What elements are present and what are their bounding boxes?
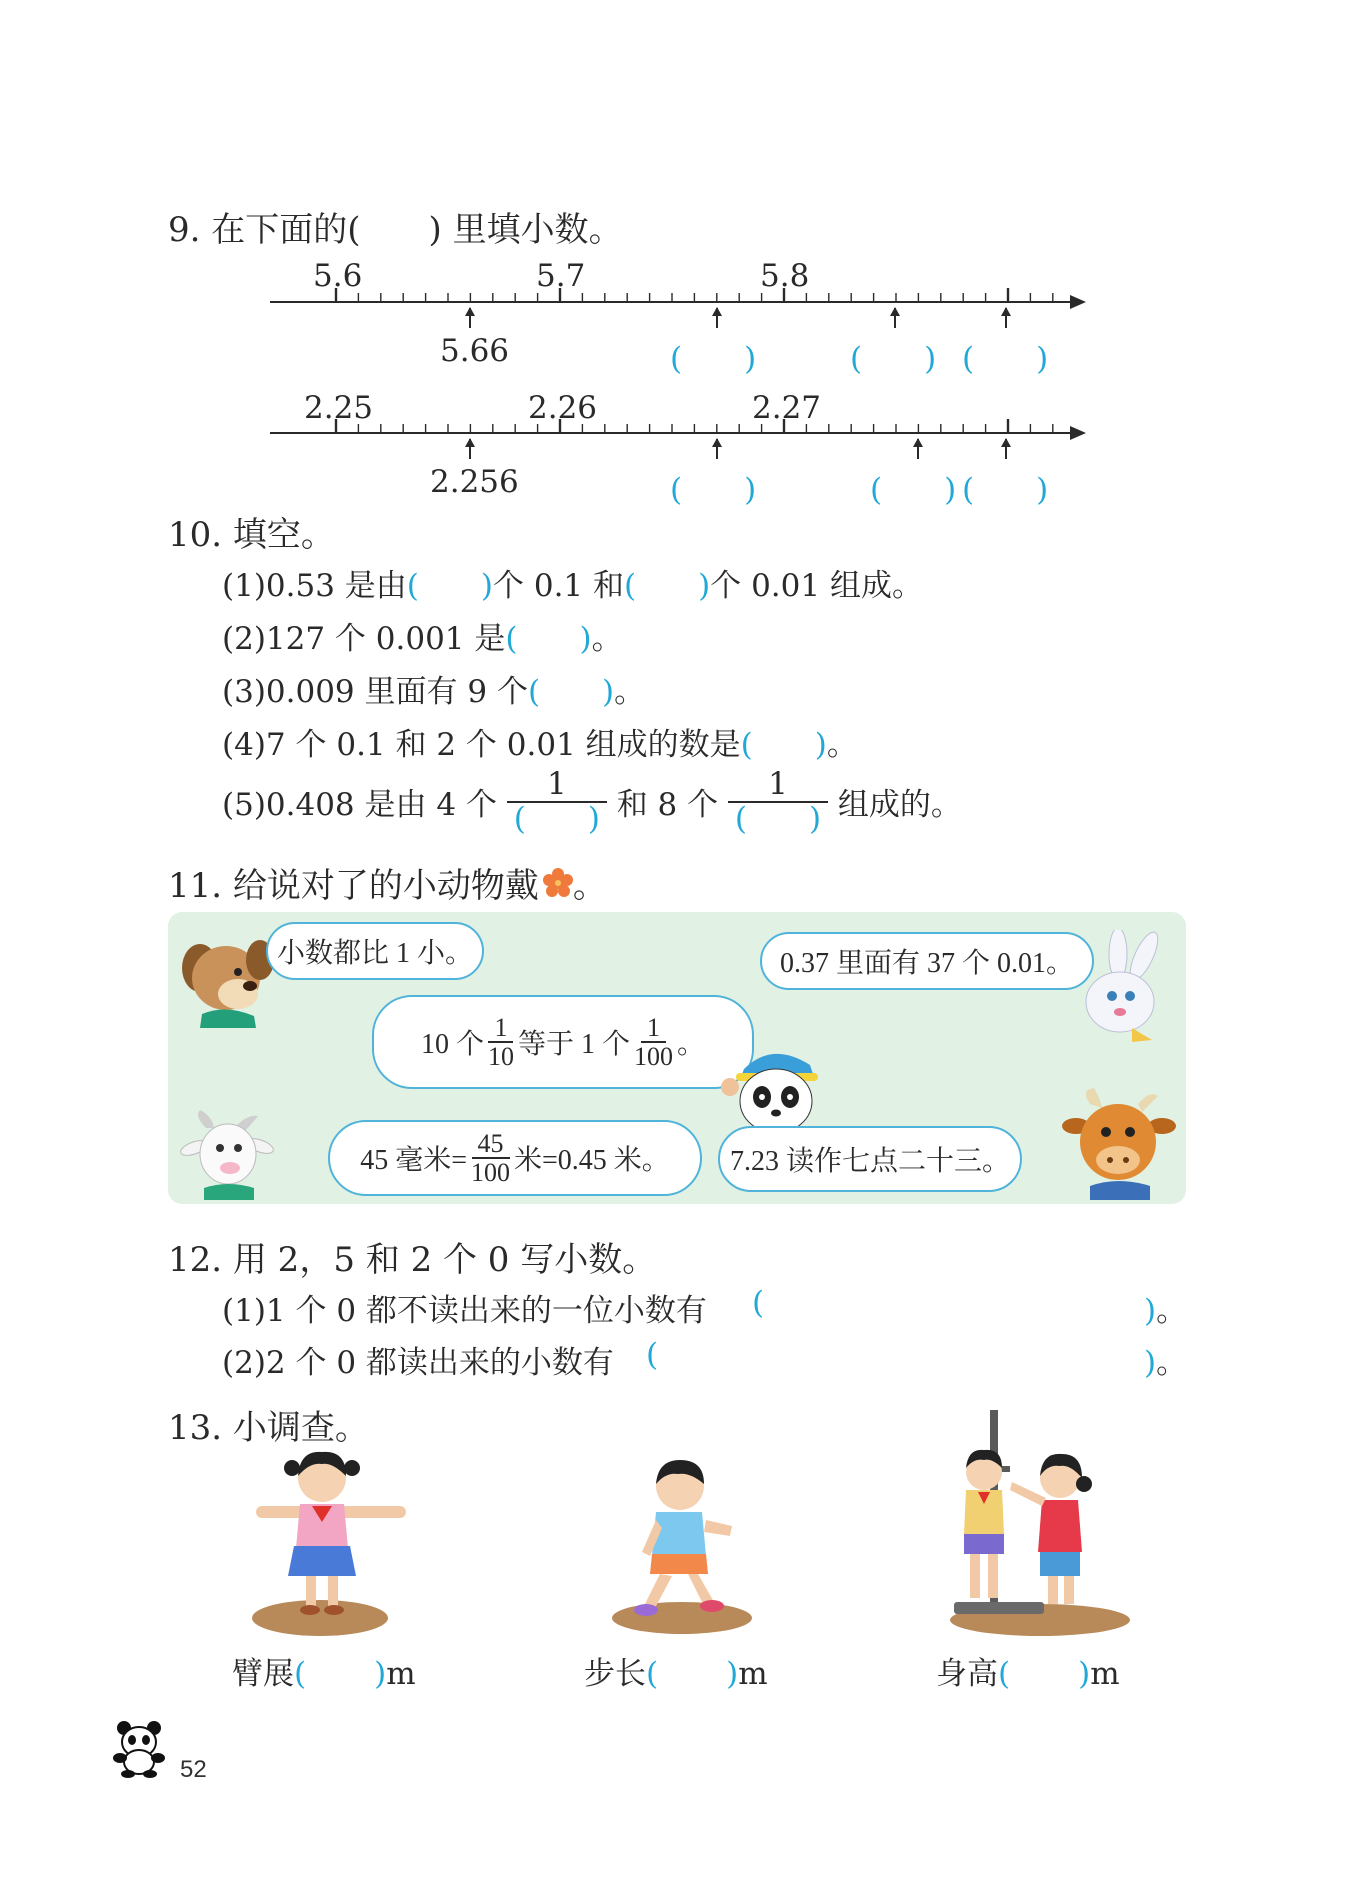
number-line-1 bbox=[270, 288, 1086, 328]
arm-span-label: 臂展 bbox=[232, 1656, 294, 1692]
q10-item-1-b: 个 0.1 和 bbox=[493, 568, 625, 604]
nl2-tick-label-1: 2.25 bbox=[304, 390, 374, 426]
boy-walking-illustration bbox=[608, 1456, 756, 1636]
nl1-given-value: 5.66 bbox=[440, 333, 510, 369]
fraction-one-hundredth-num: 1 bbox=[641, 1014, 666, 1043]
goat-illustration bbox=[180, 1108, 276, 1200]
q12-item-1-close-paren: ) bbox=[1144, 1293, 1157, 1329]
bubble-dog bbox=[266, 922, 484, 980]
nl2-tick-label-2: 2.26 bbox=[528, 390, 598, 426]
bubble-panda bbox=[372, 995, 754, 1089]
q10-item-1-a: (1)0.53 是由 bbox=[222, 568, 407, 604]
q10-item-3-c: 。 bbox=[614, 674, 646, 710]
q12-item-1-text: (1)1 个 0 都不读出来的一位小数有 bbox=[222, 1293, 707, 1329]
q10-item-4 bbox=[222, 719, 858, 764]
bubble-goat bbox=[328, 1120, 702, 1196]
q12-item-1-open-paren: ( bbox=[752, 1285, 765, 1321]
fraction-2-numerator: 1 bbox=[728, 768, 828, 803]
dog-illustration bbox=[176, 936, 280, 1028]
q11-title-end: 。 bbox=[572, 866, 607, 906]
arm-span-open-paren: ( bbox=[294, 1656, 307, 1692]
fraction-one-hundredth-den: 100 bbox=[634, 1042, 673, 1071]
bubble-goat-a: 45 毫米= bbox=[360, 1145, 467, 1176]
flower-icon bbox=[543, 868, 573, 898]
q12-item-2 bbox=[222, 1337, 614, 1382]
q10-item-5-b: 和 8 个 bbox=[616, 787, 719, 824]
bubble-ox-text: 7.23 读作七点二十三。 bbox=[729, 1146, 1010, 1177]
q10-item-2-c: 。 bbox=[591, 621, 623, 657]
nl1-blank-1[interactable]: ( ) bbox=[670, 341, 757, 377]
q12-item-2-text: (2)2 个 0 都读出来的小数有 bbox=[222, 1345, 614, 1381]
bubble-rabbit-text: 0.37 里面有 37 个 0.01。 bbox=[779, 948, 1074, 979]
fraction-one-tenth-num: 1 bbox=[488, 1014, 513, 1043]
nl1-tick-label-1: 5.6 bbox=[313, 258, 363, 294]
height-item bbox=[936, 1648, 1120, 1693]
q10-item-3-blank[interactable]: ( ) bbox=[527, 674, 615, 710]
q10-item-1 bbox=[222, 560, 923, 605]
arm-span-close-paren: ) bbox=[374, 1656, 387, 1692]
page-number: 52 bbox=[180, 1756, 207, 1783]
q13-title: 13. 小调查。 bbox=[168, 1408, 369, 1448]
nl2-blank-3[interactable]: ( ) bbox=[962, 472, 1049, 508]
panda-logo-icon bbox=[110, 1718, 170, 1778]
q10-item-2-blank[interactable]: ( ) bbox=[505, 621, 592, 657]
step-length-close-paren: ) bbox=[726, 1656, 739, 1692]
q11-title-text: 11. 给说对了的小动物戴 bbox=[168, 866, 539, 906]
ox-illustration bbox=[1060, 1086, 1176, 1200]
q9-title-text: 9. 在下面的( ) 里填小数。 bbox=[168, 210, 623, 250]
fraction-45-100 bbox=[471, 1130, 510, 1187]
q10-item-1-blank-1[interactable]: ( ) bbox=[406, 568, 493, 604]
q10-item-5 bbox=[222, 768, 962, 835]
bubble-panda-c: 。 bbox=[677, 1029, 706, 1060]
q10-item-1-c: 个 0.01 组成。 bbox=[710, 568, 923, 604]
nl2-blank-1[interactable]: ( ) bbox=[670, 472, 757, 508]
arm-span-unit: m bbox=[386, 1656, 416, 1692]
nl1-pointer-2 bbox=[712, 307, 722, 316]
fraction-45-100-den: 100 bbox=[471, 1158, 510, 1187]
bubble-rabbit bbox=[760, 932, 1094, 990]
bubble-ox bbox=[718, 1126, 1022, 1192]
bubble-panda-b: 等于 1 个 bbox=[517, 1029, 630, 1060]
fraction-one-tenth bbox=[488, 1014, 514, 1071]
q12-item-2-period: 。 bbox=[1156, 1345, 1188, 1381]
nl2-pointer-1 bbox=[465, 438, 475, 447]
q10-item-5-c: 组成的。 bbox=[837, 787, 962, 824]
rabbit-illustration bbox=[1072, 930, 1172, 1042]
fraction-one-hundredth bbox=[634, 1014, 673, 1071]
q10-item-1-blank-2[interactable]: ( ) bbox=[624, 568, 711, 604]
step-length-label: 步长 bbox=[584, 1656, 646, 1692]
bubble-goat-b: 米=0.45 米。 bbox=[514, 1145, 670, 1176]
q10-title: 10. 填空。 bbox=[168, 515, 335, 555]
q12-item-2-close-paren: ) bbox=[1144, 1345, 1157, 1381]
q12-item-2-open-paren: ( bbox=[646, 1337, 659, 1373]
q12-item-1-end bbox=[1144, 1285, 1187, 1330]
nl2-blank-2[interactable]: ( ) bbox=[870, 472, 957, 508]
arm-span-item bbox=[232, 1648, 416, 1693]
q12-item-2-answer-field[interactable] bbox=[664, 1334, 1140, 1376]
nl1-pointer-4 bbox=[1001, 307, 1011, 316]
q10-item-5-fraction-2 bbox=[728, 768, 828, 835]
q12-item-1 bbox=[222, 1285, 707, 1330]
q10-item-4-a: (4)7 个 0.1 和 2 个 0.01 组成的数是 bbox=[222, 727, 741, 763]
number-lines bbox=[0, 0, 1353, 520]
nl1-blank-3[interactable]: ( ) bbox=[962, 341, 1049, 377]
q10-item-2-a: (2)127 个 0.001 是 bbox=[222, 621, 506, 657]
fraction-1-numerator: 1 bbox=[507, 768, 607, 803]
height-close-paren: ) bbox=[1078, 1656, 1091, 1692]
q10-item-4-blank[interactable]: ( ) bbox=[740, 727, 827, 763]
step-length-unit: m bbox=[738, 1656, 768, 1692]
step-length-item bbox=[584, 1648, 768, 1693]
number-line-2 bbox=[270, 419, 1086, 459]
fraction-one-tenth-den: 10 bbox=[487, 1042, 514, 1071]
nl2-tick-label-3: 2.27 bbox=[752, 390, 822, 426]
step-length-open-paren: ( bbox=[646, 1656, 659, 1692]
nl2-pointer-3 bbox=[913, 438, 923, 447]
q12-title: 12. 用 2，5 和 2 个 0 写小数。 bbox=[168, 1240, 657, 1280]
q12-item-1-answer-field[interactable] bbox=[770, 1282, 1140, 1324]
height-unit: m bbox=[1090, 1656, 1120, 1692]
nl2-given-value: 2.256 bbox=[430, 464, 519, 500]
q12-item-1-period: 。 bbox=[1156, 1293, 1188, 1329]
nl1-tick-label-3: 5.8 bbox=[760, 258, 810, 294]
height-label: 身高 bbox=[936, 1656, 998, 1692]
height-measure-illustration bbox=[950, 1406, 1130, 1638]
height-open-paren: ( bbox=[998, 1656, 1011, 1692]
q11-title bbox=[168, 858, 607, 907]
nl2-arrowhead bbox=[1070, 426, 1086, 440]
bubble-panda-a: 10 个 bbox=[420, 1029, 484, 1060]
q10-item-4-c: 。 bbox=[826, 727, 858, 763]
q10-item-5-a: (5)0.408 是由 4 个 bbox=[222, 787, 497, 824]
nl2-pointer-4 bbox=[1001, 438, 1011, 447]
fraction-2-denominator-blank[interactable]: ( ) bbox=[734, 800, 822, 837]
q10-item-3-a: (3)0.009 里面有 9 个 bbox=[222, 674, 528, 710]
fraction-45-100-num: 45 bbox=[472, 1130, 510, 1159]
q10-item-2 bbox=[222, 613, 623, 658]
q12-item-2-end bbox=[1144, 1337, 1187, 1382]
q10-item-5-fraction-1 bbox=[507, 768, 607, 835]
nl1-tick-label-2: 5.7 bbox=[536, 258, 586, 294]
nl1-arrowhead bbox=[1070, 295, 1086, 309]
girl-arm-span-illustration bbox=[252, 1448, 412, 1638]
q10-item-3 bbox=[222, 666, 645, 711]
nl1-pointer-1 bbox=[465, 307, 475, 316]
nl1-pointer-3 bbox=[890, 307, 900, 316]
fraction-1-denominator-blank[interactable]: ( ) bbox=[513, 800, 600, 837]
nl1-blank-2[interactable]: ( ) bbox=[850, 341, 937, 377]
bubble-dog-text: 小数都比 1 小。 bbox=[276, 938, 473, 969]
nl2-pointer-2 bbox=[712, 438, 722, 447]
